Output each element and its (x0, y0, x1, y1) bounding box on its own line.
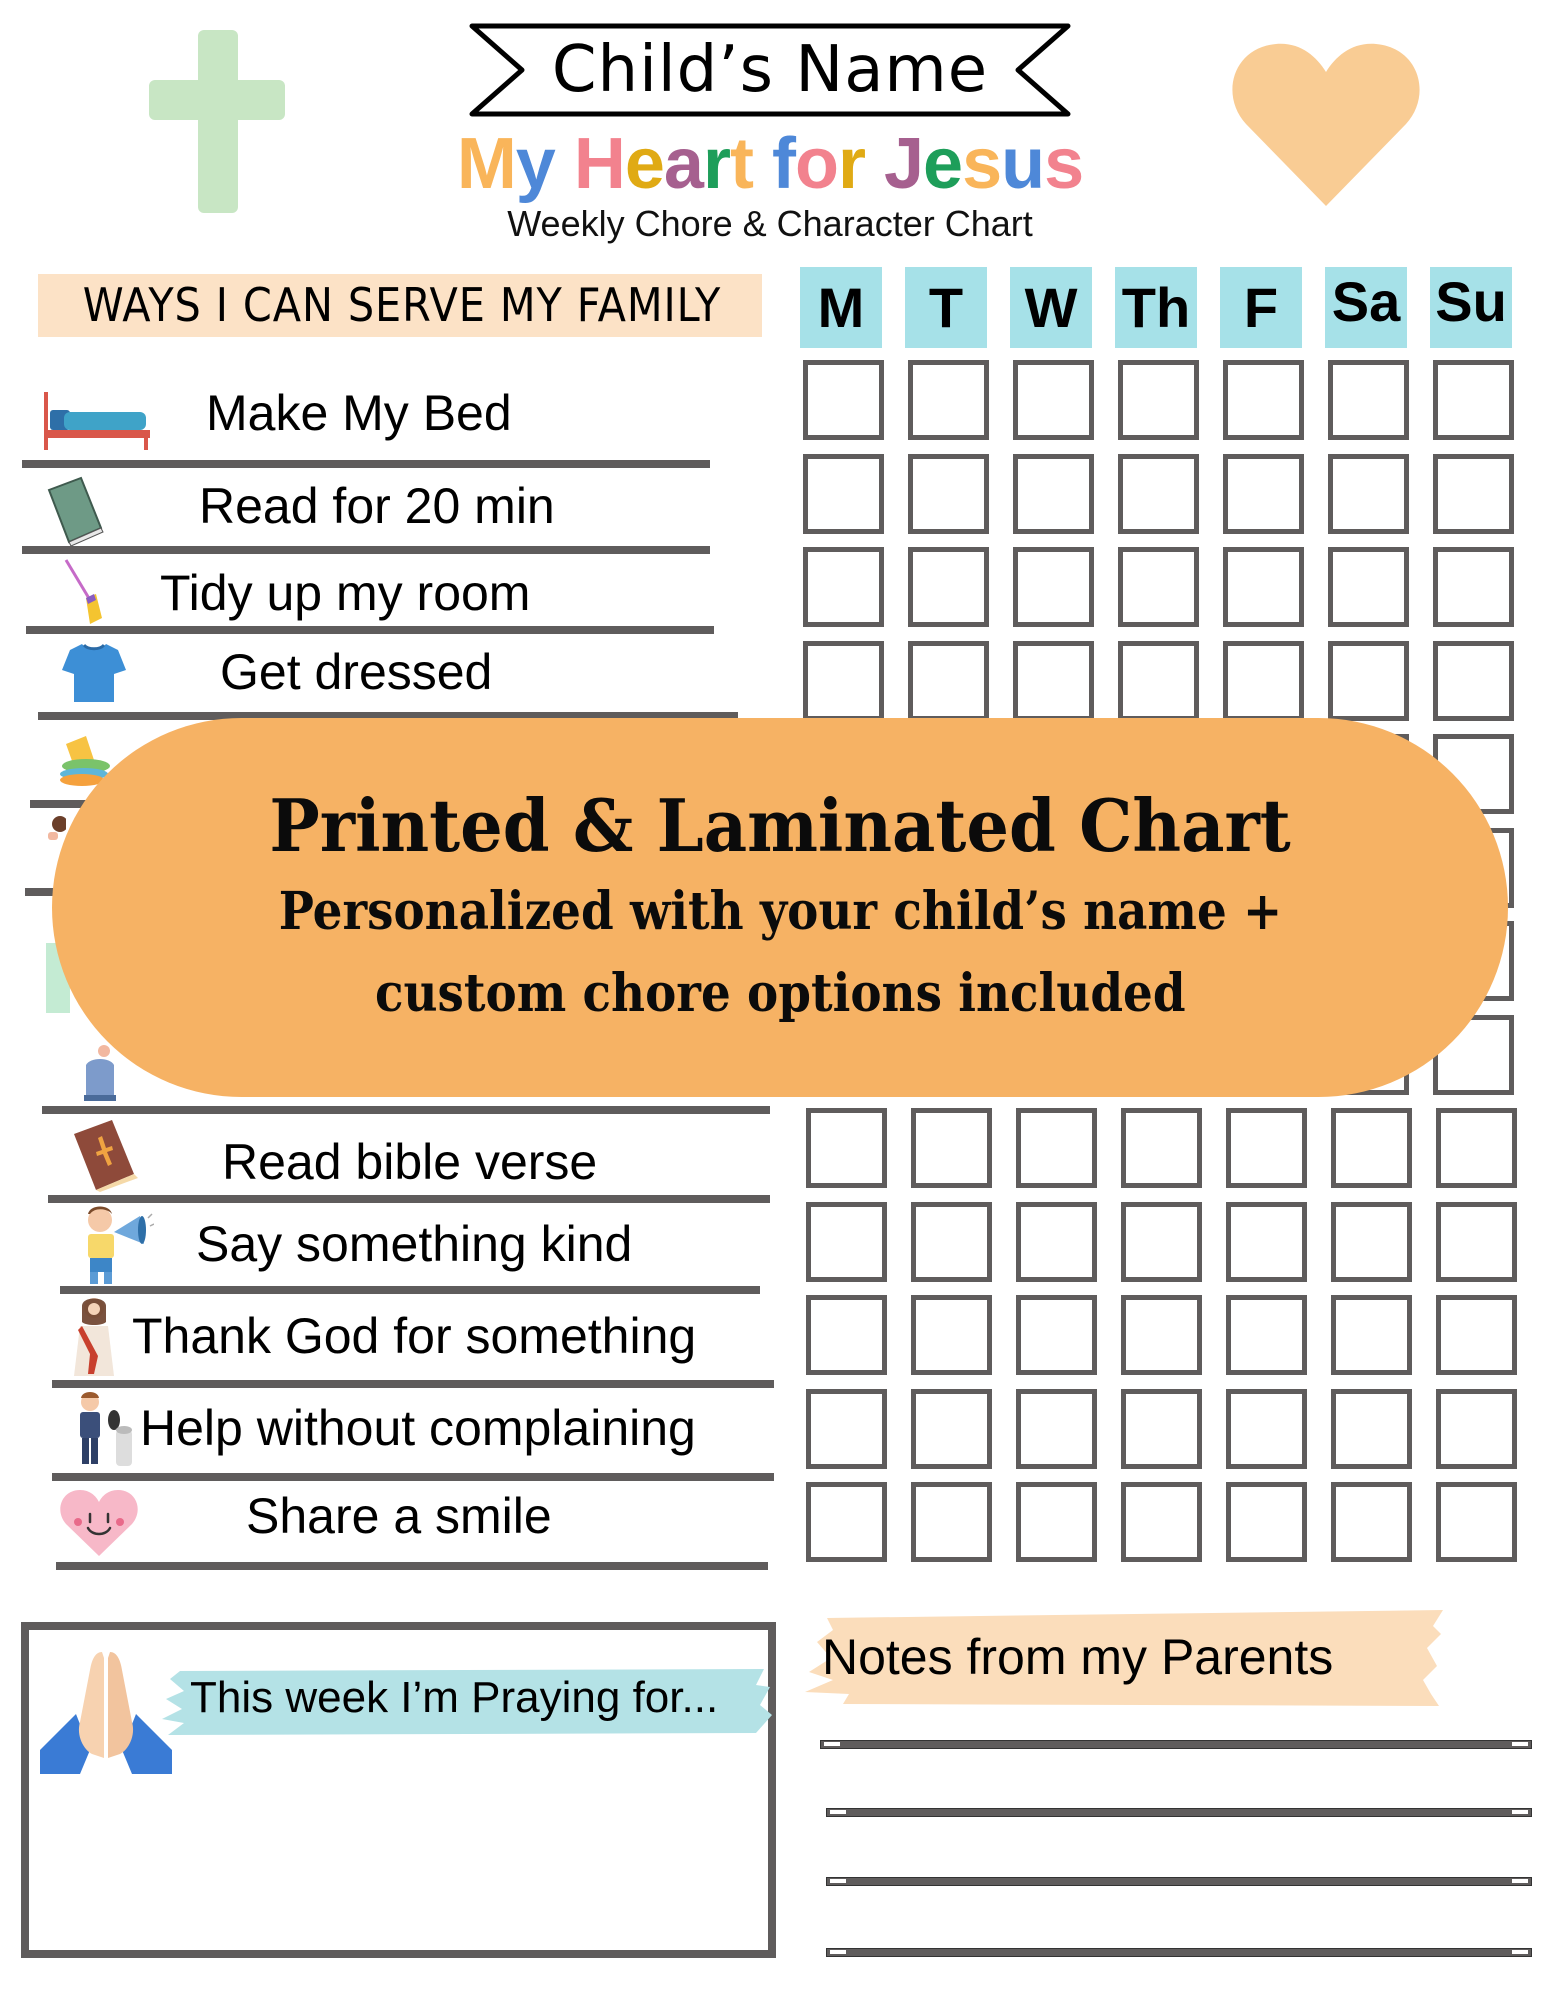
chore-label: Get dressed (220, 644, 493, 700)
checkbox-t-row-10[interactable] (911, 1202, 992, 1282)
title-letter: u (1001, 124, 1045, 204)
chore-label: Share a smile (246, 1488, 552, 1544)
cross-icon (198, 30, 238, 213)
section-header: WAYS I CAN SERVE MY FAMILY (82, 278, 722, 332)
checkbox-sa-row-2[interactable] (1328, 454, 1409, 534)
checkbox-m-row-4[interactable] (803, 641, 884, 721)
checkbox-f-row-3[interactable] (1223, 547, 1304, 627)
checkbox-th-row-1[interactable] (1118, 360, 1199, 440)
checkbox-f-row-4[interactable] (1223, 641, 1304, 721)
jesus-icon (68, 1296, 120, 1380)
note-line[interactable] (820, 1740, 1532, 1749)
checkbox-m-row-2[interactable] (803, 454, 884, 534)
checkbox-f-row-13[interactable] (1226, 1482, 1307, 1562)
checkbox-sa-row-10[interactable] (1331, 1202, 1412, 1282)
title-letter: o (794, 124, 838, 204)
checkbox-w-row-1[interactable] (1013, 360, 1094, 440)
row-divider (56, 1562, 768, 1570)
checkbox-th-row-11[interactable] (1121, 1295, 1202, 1375)
title-letter: J (884, 124, 924, 204)
title-letter: e (923, 124, 963, 204)
row-divider (52, 1473, 774, 1481)
title-letter: M (456, 124, 516, 204)
promo-title: Printed & Laminated Chart (269, 782, 1291, 868)
checkbox-w-row-13[interactable] (1016, 1482, 1097, 1562)
row-divider (22, 546, 710, 554)
chore-label: Say something kind (196, 1216, 633, 1272)
checkbox-m-row-3[interactable] (803, 547, 884, 627)
child-name[interactable]: Child’s Name (551, 33, 989, 107)
checkbox-w-row-10[interactable] (1016, 1202, 1097, 1282)
checkbox-w-row-9[interactable] (1016, 1108, 1097, 1188)
checkbox-t-row-1[interactable] (908, 360, 989, 440)
chore-label: Make My Bed (206, 385, 512, 441)
checkbox-t-row-2[interactable] (908, 454, 989, 534)
day-header-wed: W (1010, 267, 1092, 348)
day-header-sun: Su (1430, 267, 1512, 348)
row-divider (26, 626, 714, 634)
heart-icon (1228, 38, 1424, 208)
checkbox-th-row-10[interactable] (1121, 1202, 1202, 1282)
checkbox-m-row-12[interactable] (806, 1389, 887, 1469)
checkbox-t-row-11[interactable] (911, 1295, 992, 1375)
title-letter: s (962, 124, 1002, 204)
chore-label: Read for 20 min (199, 478, 555, 534)
checkbox-w-row-3[interactable] (1013, 547, 1094, 627)
note-line[interactable] (826, 1877, 1532, 1886)
checkbox-su-row-2[interactable] (1433, 454, 1514, 534)
chore-label: Help without complaining (140, 1400, 696, 1456)
broom-icon (60, 558, 110, 626)
promo-line-1: Personalized with your child’s name + (278, 880, 1282, 942)
checkbox-th-row-3[interactable] (1118, 547, 1199, 627)
checkbox-sa-row-13[interactable] (1331, 1482, 1412, 1562)
checkbox-su-row-10[interactable] (1436, 1202, 1517, 1282)
praying-hands-icon (40, 1650, 172, 1774)
checkbox-f-row-1[interactable] (1223, 360, 1304, 440)
checkbox-th-row-12[interactable] (1121, 1389, 1202, 1469)
title-letter: r (702, 124, 730, 204)
checkbox-su-row-4[interactable] (1433, 641, 1514, 721)
checkbox-f-row-11[interactable] (1226, 1295, 1307, 1375)
megaphone-kid-icon (70, 1204, 154, 1286)
book-icon (45, 476, 107, 546)
checkbox-sa-row-12[interactable] (1331, 1389, 1412, 1469)
checkbox-su-row-13[interactable] (1436, 1482, 1517, 1562)
checkbox-su-row-12[interactable] (1436, 1389, 1517, 1469)
trash-kid-icon (74, 1392, 136, 1468)
checkbox-t-row-13[interactable] (911, 1482, 992, 1562)
chore-label: Read bible verse (222, 1134, 598, 1190)
checkbox-th-row-9[interactable] (1121, 1108, 1202, 1188)
checkbox-f-row-9[interactable] (1226, 1108, 1307, 1188)
checkbox-w-row-11[interactable] (1016, 1295, 1097, 1375)
bible-icon (72, 1118, 140, 1192)
checkbox-th-row-4[interactable] (1118, 641, 1199, 721)
checkbox-f-row-12[interactable] (1226, 1389, 1307, 1469)
bed-icon (40, 392, 152, 450)
chore-label: Tidy up my room (160, 565, 531, 621)
title-letter (555, 124, 574, 204)
checkbox-t-row-12[interactable] (911, 1389, 992, 1469)
title-letter: r (837, 124, 865, 204)
day-header-tue: T (905, 267, 987, 348)
page-title (300, 122, 1240, 206)
row-divider (52, 1380, 774, 1388)
promo-banner (52, 718, 1508, 1097)
checkbox-th-row-2[interactable] (1118, 454, 1199, 534)
day-header-fri: F (1220, 267, 1302, 348)
checkbox-t-row-3[interactable] (908, 547, 989, 627)
checkbox-w-row-2[interactable] (1013, 454, 1094, 534)
prayer-label: This week I’m Praying for... (190, 1673, 719, 1722)
checkbox-m-row-10[interactable] (806, 1202, 887, 1282)
title-letter: y (515, 124, 555, 204)
checkbox-sa-row-4[interactable] (1328, 641, 1409, 721)
checkbox-sa-row-1[interactable] (1328, 360, 1409, 440)
title-letter: t (729, 124, 753, 204)
checkbox-sa-row-11[interactable] (1331, 1295, 1412, 1375)
day-header-mon: M (800, 267, 882, 348)
promo-line-2: custom chore options included (374, 962, 1186, 1024)
checkbox-sa-row-3[interactable] (1328, 547, 1409, 627)
note-line[interactable] (826, 1948, 1532, 1957)
checkbox-t-row-9[interactable] (911, 1108, 992, 1188)
notes-label: Notes from my Parents (822, 1629, 1334, 1685)
checkbox-su-row-1[interactable] (1433, 360, 1514, 440)
row-divider (60, 1286, 760, 1294)
tshirt-icon (62, 642, 126, 704)
title-letter: H (573, 124, 625, 204)
chore-label: Thank God for something (132, 1308, 697, 1364)
praying-child-icon (80, 1045, 120, 1101)
note-line[interactable] (826, 1808, 1532, 1817)
checkbox-f-row-10[interactable] (1226, 1202, 1307, 1282)
checkbox-th-row-13[interactable] (1121, 1482, 1202, 1562)
row-divider (48, 1195, 770, 1203)
checkbox-w-row-12[interactable] (1016, 1389, 1097, 1469)
title-letter: a (663, 124, 703, 204)
title-letter: s (1044, 124, 1084, 204)
title-letter (753, 124, 772, 204)
checkbox-su-row-3[interactable] (1433, 547, 1514, 627)
day-header-thu: Th (1115, 267, 1197, 348)
title-letter (865, 124, 884, 204)
checkbox-m-row-1[interactable] (803, 360, 884, 440)
checkbox-su-row-9[interactable] (1436, 1108, 1517, 1188)
checkbox-m-row-11[interactable] (806, 1295, 887, 1375)
smiley-heart-icon (58, 1488, 140, 1558)
checkbox-f-row-2[interactable] (1223, 454, 1304, 534)
page-subtitle: Weekly Chore & Character Chart (507, 203, 1033, 244)
row-divider (22, 460, 710, 468)
title-letter: e (624, 124, 664, 204)
cross-icon-bar (149, 80, 285, 120)
checkbox-m-row-9[interactable] (806, 1108, 887, 1188)
checkbox-t-row-4[interactable] (908, 641, 989, 721)
row-divider (42, 1106, 770, 1114)
checkbox-sa-row-9[interactable] (1331, 1108, 1412, 1188)
day-header-sat: Sa (1325, 267, 1407, 348)
checkbox-m-row-13[interactable] (806, 1482, 887, 1562)
checkbox-su-row-11[interactable] (1436, 1295, 1517, 1375)
checkbox-w-row-4[interactable] (1013, 641, 1094, 721)
title-letter: f (771, 124, 795, 204)
